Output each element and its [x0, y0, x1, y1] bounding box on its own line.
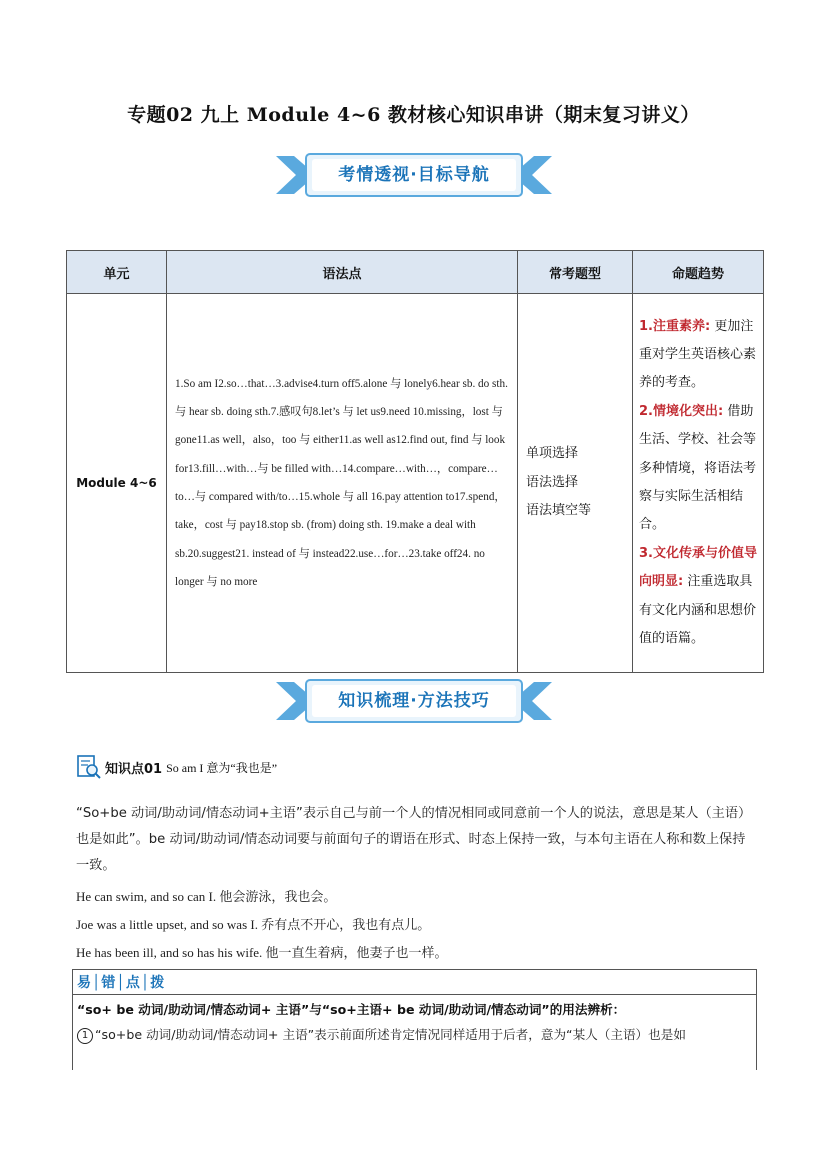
table-header-row: [67, 251, 764, 294]
error-tip-box: [72, 969, 757, 1070]
question-type-item: 单项选择: [526, 446, 579, 462]
trend-label: 1.注重素养:: [639, 318, 711, 334]
header-unit: 单元: [67, 251, 167, 294]
explanation-paragraph: “So+be 动词/助动词/情态动词+主语”表示自己与前一个人的情况相同或同意前一个人的说法，意思是某人（主语）也是如此”。be 动词/助动词/情态动词要与前面句子的谓语在形式、时态上保持一致，与本句主语在人称和数上保持一致。: [76, 806, 752, 873]
trend-label: 2.情境化突出:: [639, 403, 724, 419]
tip-title: 易│错│点│拨: [73, 970, 756, 995]
circled-number: 1: [77, 1028, 93, 1044]
header-grammar: 语法点: [167, 251, 518, 294]
trends-cell: [633, 294, 764, 673]
document-title: 专题02 九上 Module 4~6 教材核心知识串讲（期末复习讲义）: [127, 104, 700, 126]
section-banner-overview: [276, 152, 552, 198]
trend-text: 注重选取具有文化内涵和思想价值的语篇。: [639, 574, 757, 647]
banner-title: 考情透视·目标导航: [338, 165, 490, 185]
knowledge-point-label: 知识点01: [105, 761, 163, 777]
question-type-item: 语法选择: [526, 474, 579, 490]
banner-title: 知识梳理·方法技巧: [338, 691, 490, 711]
tip-subtitle: “so+ be 动词/助动词/情态动词+ 主语”与“so+主语+ be 动词/助动词/情态动词”的用法辨析：: [77, 1002, 626, 1017]
magnifier-document-icon: [76, 754, 102, 780]
example-sentence: Joe was a little upset, and so was I. 乔有点不开心，我也有点儿。: [76, 917, 431, 932]
question-type-item: 语法填空等: [526, 503, 592, 519]
header-question-type: 常考题型: [518, 251, 633, 294]
trend-text: 更加注重对学生英语核心素养的考查。: [639, 318, 757, 391]
trend-item: [639, 398, 757, 540]
example-sentence: He has been ill, and so has his wife. 他一直生着病，他妻子也一样。: [76, 945, 448, 960]
knowledge-point-title: So am I 意为“我也是”: [166, 760, 278, 775]
overview-table: [66, 250, 764, 673]
unit-cell: Module 4~6: [67, 294, 167, 673]
trend-item: [639, 540, 757, 654]
tip-item-text: “so+be 动词/助动词/情态动词+ 主语”表示前面所述肯定情况同样适用于后者，意为“某人（主语）也是如: [95, 1027, 686, 1042]
table-row: [67, 294, 764, 673]
tip-item: [73, 1022, 756, 1046]
trend-item: [639, 313, 757, 398]
trend-text: 借助生活、学校、社会等多种情境，将语法考察与实际生活相结合。: [639, 403, 757, 533]
example-sentence: He can swim, and so can I. 他会游泳，我也会。: [76, 889, 337, 904]
question-types-cell: [518, 294, 633, 673]
trend-label: 3.文化传承与价值导向明显:: [639, 545, 757, 590]
grammar-points-cell: 1.So am I2.so…that…3.advise4.turn off5.alone 与 lonely6.hear sb. do sth.与 hear sb. doing sth.7.感叹句8.let’s 与 let us9.need 10.missing，lost 与 gone11.as well，also，too 与 either11.as well as12.find out, find 与 look for13.fill…with…与 be filled with…14.compare…with…，compare…to…与 compared with/to…15.whole 与 all 16.pay attention to17.spend，take，cost 与 pay18.stop sb. (from) doing sth. 19.make a deal with sb.20.suggest21. instead of 与 instead22.use…for…23.take off24. no longer 与 no more: [167, 294, 518, 673]
knowledge-point-heading: [76, 754, 277, 780]
section-banner-knowledge: [276, 678, 552, 724]
header-trend: 命题趋势: [633, 251, 764, 294]
